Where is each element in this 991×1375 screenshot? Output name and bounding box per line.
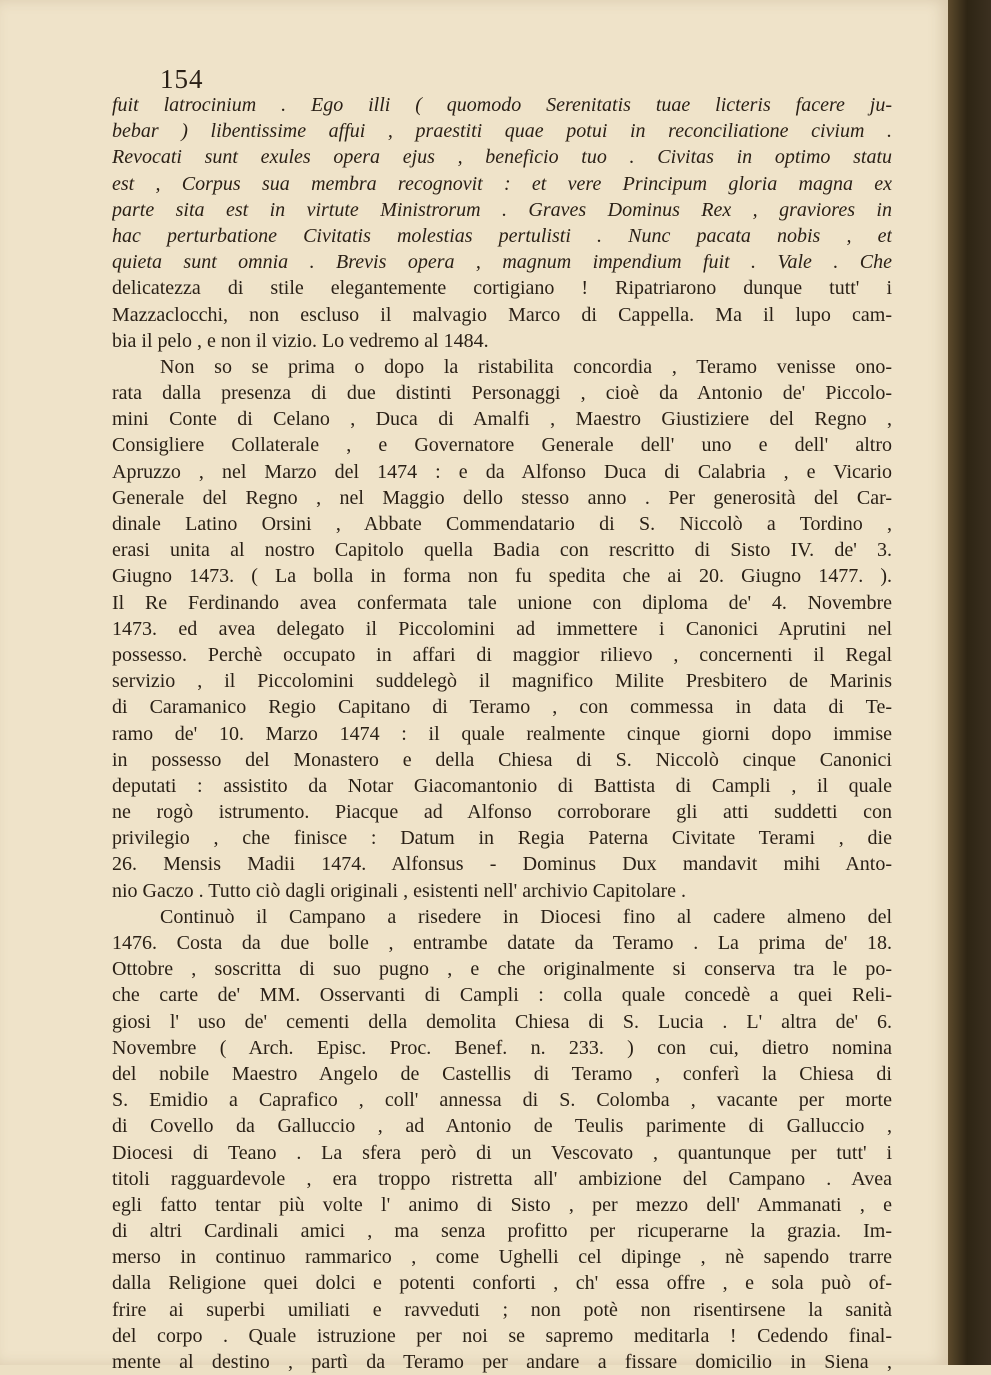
text-line: Apruzzo , nel Marzo del 1474 : e da Alfonso Duca di Calabria , e Vicario — [112, 460, 892, 483]
text-line: del nobile Maestro Angelo de Castellis di Teramo , conferì la Chiesa di — [112, 1062, 892, 1085]
text-line: frire ai superbi umiliati e ravveduti ; non potè non risentirsene la sanità — [112, 1298, 892, 1321]
text-line: servizio , il Piccolomini suddelegò il magnifico Milite Presbitero de Marinis — [112, 670, 892, 693]
text-line: in possesso del Monastero e della Chiesa di S. Niccolò cinque Canonici — [112, 748, 892, 771]
text-line: Diocesi di Teano . La sfera però di un Vescovato , quantunque per tutt' i — [112, 1141, 892, 1164]
text-line: 1476. Costa da due bolle , entrambe datate da Teramo . La prima de' 18. — [112, 932, 892, 954]
text-line: mini Conte di Celano , Duca di Amalfi , Maestro Giustiziere del Regno , — [112, 408, 892, 431]
text-line: dinale Latino Orsini , Abbate Commendatario di S. Niccolò a Tordino , — [112, 513, 892, 535]
text-line: dalla Religione quei dolci e potenti conforti , ch' essa offre , e sola può of- — [112, 1272, 892, 1295]
text-line: Il Re Ferdinando avea confermata tale unione con diploma de' 4. Novembre — [112, 591, 892, 614]
text-line: erasi unita al nostro Capitolo quella Badia con rescritto di Sisto IV. de' 3. — [112, 539, 892, 562]
text-line: bia il pelo , e non il vizio. Lo vedremo al 1484. — [112, 329, 489, 352]
text-line: ramo de' 10. Marzo 1474 : il quale realmente cinque giorni dopo immise — [112, 722, 892, 745]
text-line: Consigliere Collaterale , e Governatore Generale dell' uno e dell' altro — [112, 434, 892, 457]
text-line: est , Corpus sua membra recognovit : et vere Principum gloria magna ex — [112, 172, 892, 195]
text-line: merso in continuo rammarico , come Ughelli cel dipinge , nè sapendo trarre — [112, 1246, 892, 1269]
text-line: ne rogò istrumento. Piacque ad Alfonso corroborare gli atti suddetti con — [112, 801, 892, 824]
text-line: che carte de' MM. Osservanti di Campli : colla quale concedè a quei Reli- — [112, 984, 892, 1007]
text-line: Novembre ( Arch. Episc. Proc. Benef. n. 233. ) con cui, dietro nomina — [112, 1036, 892, 1059]
text-line: di Covello da Galluccio , ad Antonio de Teulis parimente di Galluccio , — [112, 1115, 892, 1138]
text-line: di Caramanico Regio Capitano di Teramo , con commessa in data di Te- — [112, 696, 892, 719]
page-number: 154 — [160, 64, 204, 94]
text-line: di altri Cardinali amici , ma senza profitto per ricuperarne la grazia. Im- — [112, 1220, 892, 1243]
text-line: bebar ) libentissime affui , praestiti quae potui in reconciliatione civium . — [112, 120, 892, 143]
text-line: privilegio , che finisce : Datum in Regia Paterna Civitate Terami , die — [112, 827, 892, 850]
text-line: Generale del Regno , nel Maggio dello stesso anno . Per generosità del Car- — [112, 486, 892, 509]
page-edge-shadow — [948, 0, 991, 1365]
text-line: fuit latrocinium . Ego illi ( quomodo Serenitatis tuae licteris facere ju- — [112, 94, 892, 116]
text-line: nio Gaczo . Tutto ciò dagli originali , esistenti nell' archivio Capitolare . — [112, 879, 687, 902]
text-line: titoli ragguardevole , era troppo ristretta all' ambizione del Campano . Avea — [112, 1167, 892, 1190]
text-line: rata dalla presenza di due distinti Personaggi , cioè da Antonio de' Piccolo- — [112, 382, 892, 405]
text-line: Mazzaclocchi, non escluso il malvagio Marco di Cappella. Ma il lupo cam- — [112, 303, 892, 326]
text-line: hac perturbatione Civitatis molestias pertulisti . Nunc pacata nobis , et — [112, 224, 892, 247]
text-line: S. Emidio a Caprafico , coll' annessa di S. Colomba , vacante per morte — [112, 1089, 892, 1112]
text-line: Revocati sunt exules opera ejus , beneficio tuo . Civitas in optimo statu — [112, 146, 892, 169]
text-line: Giugno 1473. ( La bolla in forma non fu spedita che ai 20. Giugno 1477. ). — [112, 565, 892, 588]
text-line: egli fatto tentar più volte l' animo di Sisto , per mezzo dell' Ammanati , e — [112, 1193, 892, 1216]
text-line: deputati : assistito da Notar Giacomantonio di Battista di Campli , il quale — [112, 774, 892, 797]
text-line: Continuò il Campano a risedere in Diocesi fino al cadere almeno del — [160, 905, 892, 928]
text-line: parte sita est in virtute Ministrorum . Graves Dominus Rex , graviores in — [112, 198, 892, 221]
text-line: Ottobre , soscritta di suo pugno , e che originalmente si conserva tra le po- — [112, 958, 892, 981]
text-line: giosi l' uso de' cementi della demolita Chiesa di S. Lucia . L' altra de' 6. — [112, 1010, 892, 1033]
page-text — [112, 92, 892, 1375]
text-line: 26. Mensis Madii 1474. Alfonsus - Dominus Dux mandavit mihi Anto- — [112, 853, 892, 876]
text-line: mente al destino , partì da Teramo per andare a fissare domicilio in Siena , — [112, 1351, 892, 1373]
text-line: possesso. Perchè occupato in affari di maggior rilievo , concernenti il Regal — [112, 643, 892, 666]
text-line: del corpo . Quale istruzione per noi se sapremo meditarla ! Cedendo final- — [112, 1324, 892, 1347]
text-line: Non so se prima o dopo la ristabilita concordia , Teramo venisse ono- — [160, 355, 892, 378]
text-line: delicatezza di stile elegantemente cortigiano ! Ripatriarono dunque tutt' i — [112, 277, 892, 300]
text-line: quieta sunt omnia . Brevis opera , magnum impendium fuit . Vale . Che — [112, 251, 892, 274]
text-line: 1473. ed avea delegato il Piccolomini ad immettere i Canonici Aprutini nel — [112, 617, 892, 640]
